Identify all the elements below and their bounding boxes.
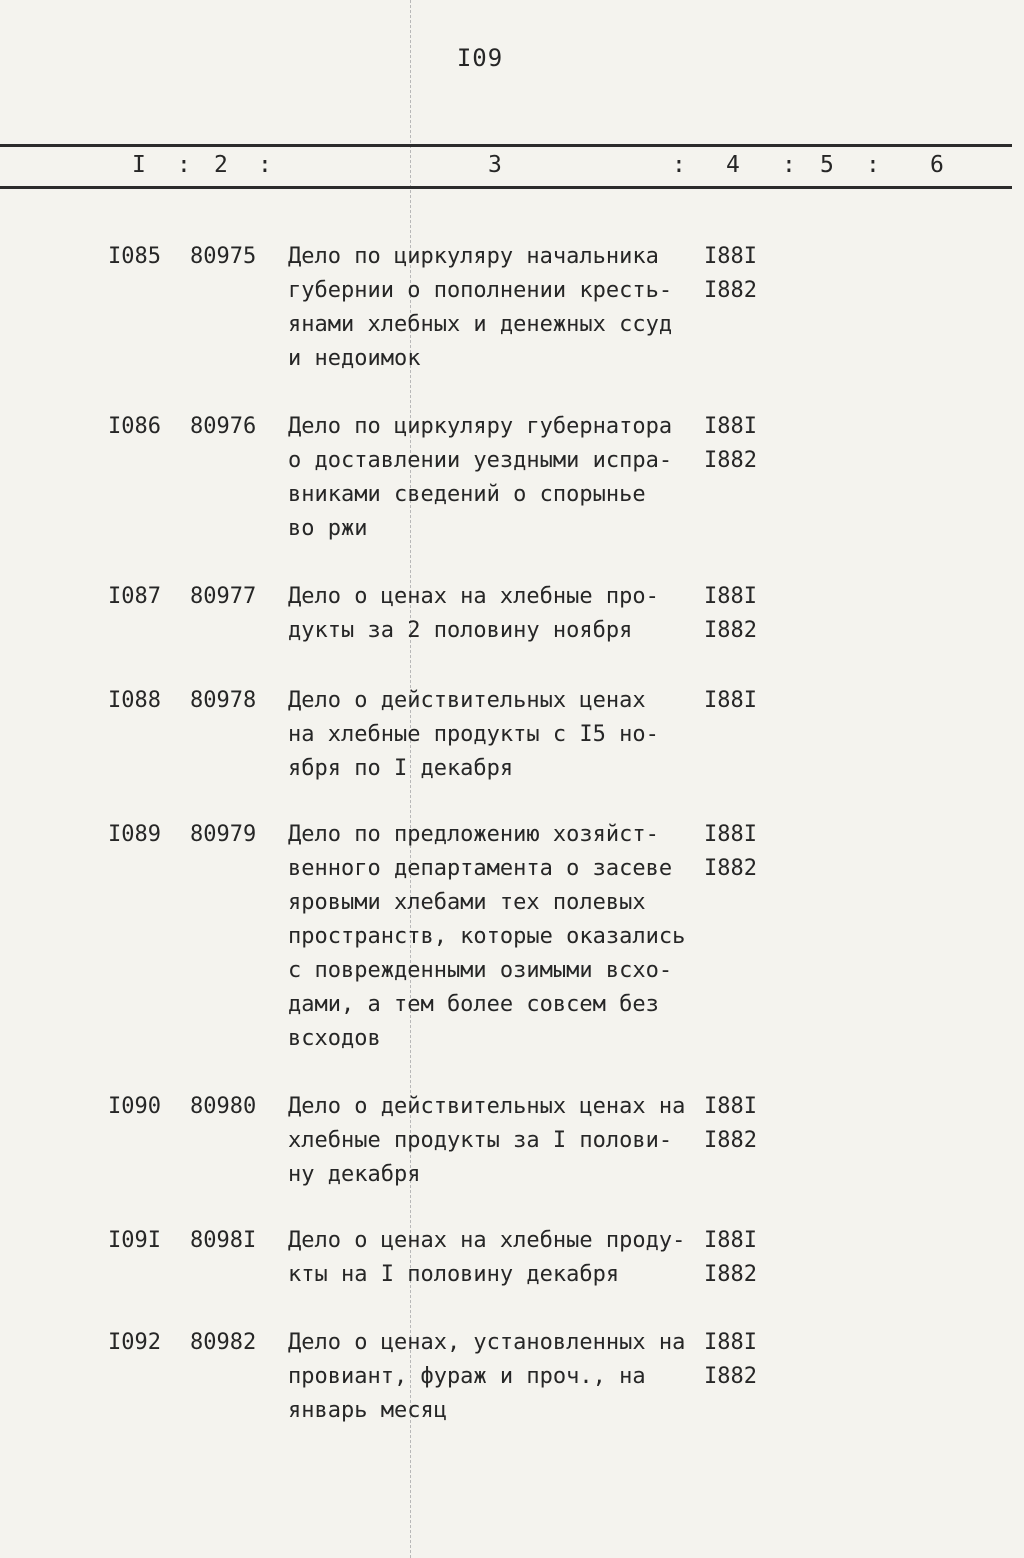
entry-description [288, 580, 708, 648]
entry-code: 80975 [190, 244, 257, 269]
description-line: во ржи [288, 516, 368, 541]
column-header-3: 3 [488, 152, 502, 178]
description-line: Дело о ценах на хлебные проду- [288, 1228, 686, 1253]
entry-year: I88I [704, 822, 757, 847]
column-separator: : [672, 152, 686, 178]
description-line: ну декабря [288, 1162, 421, 1187]
description-line: Дело о ценах на хлебные про- [288, 584, 659, 609]
entry-description [288, 240, 708, 376]
column-separator: : [866, 152, 880, 178]
entry-year: I88I [704, 1330, 757, 1355]
entry-number: I089 [108, 822, 161, 847]
description-line: Дело о действительных ценах [288, 688, 646, 713]
description-line: всходов [288, 1026, 381, 1051]
entry-description [288, 818, 708, 1056]
description-line: дами, а тем более совсем без [288, 992, 659, 1017]
entry-code: 80979 [190, 822, 257, 847]
entry-number: I085 [108, 244, 161, 269]
description-line: о доставлении уездными испра- [288, 448, 673, 473]
entry-year: I88I [704, 414, 757, 439]
column-separator: : [177, 152, 191, 178]
entry-code: 80980 [190, 1094, 257, 1119]
description-line: и недоимок [288, 346, 421, 371]
entry-year: I88I [704, 1228, 757, 1253]
description-line: Дело по циркуляру начальника [288, 244, 659, 269]
entry-year: I88I [704, 688, 757, 713]
entry-years [704, 684, 784, 718]
entry-description [288, 1090, 708, 1192]
entry-year: I882 [704, 618, 757, 643]
description-line: Дело по циркуляру губернатора [288, 414, 673, 439]
entry-years [704, 1224, 784, 1292]
description-line: янами хлебных и денежных ссуд [288, 312, 673, 337]
entry-year: I882 [704, 448, 757, 473]
column-header-row [0, 150, 1024, 182]
description-line: хлебные продукты за I полови- [288, 1128, 673, 1153]
entry-year: I882 [704, 1128, 757, 1153]
entry-year: I88I [704, 584, 757, 609]
description-line: Дело по предложению хозяйст- [288, 822, 659, 847]
header-top-rule [0, 144, 1012, 147]
entry-code: 80976 [190, 414, 257, 439]
column-header-1: I [132, 152, 146, 178]
entry-code: 80978 [190, 688, 257, 713]
description-line: губернии о пополнении кресть- [288, 278, 673, 303]
entry-code: 80977 [190, 584, 257, 609]
description-line: Дело о действительных ценах на [288, 1094, 686, 1119]
entry-year: I88I [704, 244, 757, 269]
entry-number: I087 [108, 584, 161, 609]
entry-code: 8098I [190, 1228, 257, 1253]
description-line: дукты за 2 половину ноября [288, 618, 633, 643]
entry-number: I088 [108, 688, 161, 713]
column-header-5: 5 [820, 152, 834, 178]
column-header-6: 6 [930, 152, 944, 178]
entry-years [704, 1090, 784, 1158]
entry-years [704, 818, 784, 886]
entry-years [704, 410, 784, 478]
entry-number: I092 [108, 1330, 161, 1355]
column-separator: : [258, 152, 272, 178]
entry-number: I090 [108, 1094, 161, 1119]
entry-years [704, 1326, 784, 1394]
description-line: яровыми хлебами тех полевых [288, 890, 646, 915]
column-separator: : [782, 152, 796, 178]
description-line: январь месяц [288, 1398, 447, 1423]
entry-description [288, 1326, 708, 1428]
entry-number: I09I [108, 1228, 161, 1253]
entry-year: I882 [704, 1364, 757, 1389]
header-bottom-rule [0, 186, 1012, 189]
description-line: пространств, которые оказались [288, 924, 686, 949]
entry-year: I88I [704, 1094, 757, 1119]
entry-year: I882 [704, 856, 757, 881]
entry-description [288, 684, 708, 786]
entry-description [288, 410, 708, 546]
entry-years [704, 580, 784, 648]
entry-description [288, 1224, 708, 1292]
description-line: вниками сведений о спорынье [288, 482, 646, 507]
description-line: провиант, фураж и проч., на [288, 1364, 646, 1389]
entry-number: I086 [108, 414, 161, 439]
page-number: I09 [456, 44, 504, 72]
description-line: на хлебные продукты с I5 но- [288, 722, 659, 747]
description-line: ября по I декабря [288, 756, 514, 781]
entry-year: I882 [704, 278, 757, 303]
description-line: Дело о ценах, установленных на [288, 1330, 686, 1355]
column-header-4: 4 [726, 152, 740, 178]
entry-years [704, 240, 784, 308]
column-header-2: 2 [214, 152, 228, 178]
description-line: венного департамента о засеве [288, 856, 673, 881]
description-line: с поврежденными озимыми всхо- [288, 958, 673, 983]
entry-code: 80982 [190, 1330, 257, 1355]
description-line: кты на I половину декабря [288, 1262, 620, 1287]
entry-year: I882 [704, 1262, 757, 1287]
